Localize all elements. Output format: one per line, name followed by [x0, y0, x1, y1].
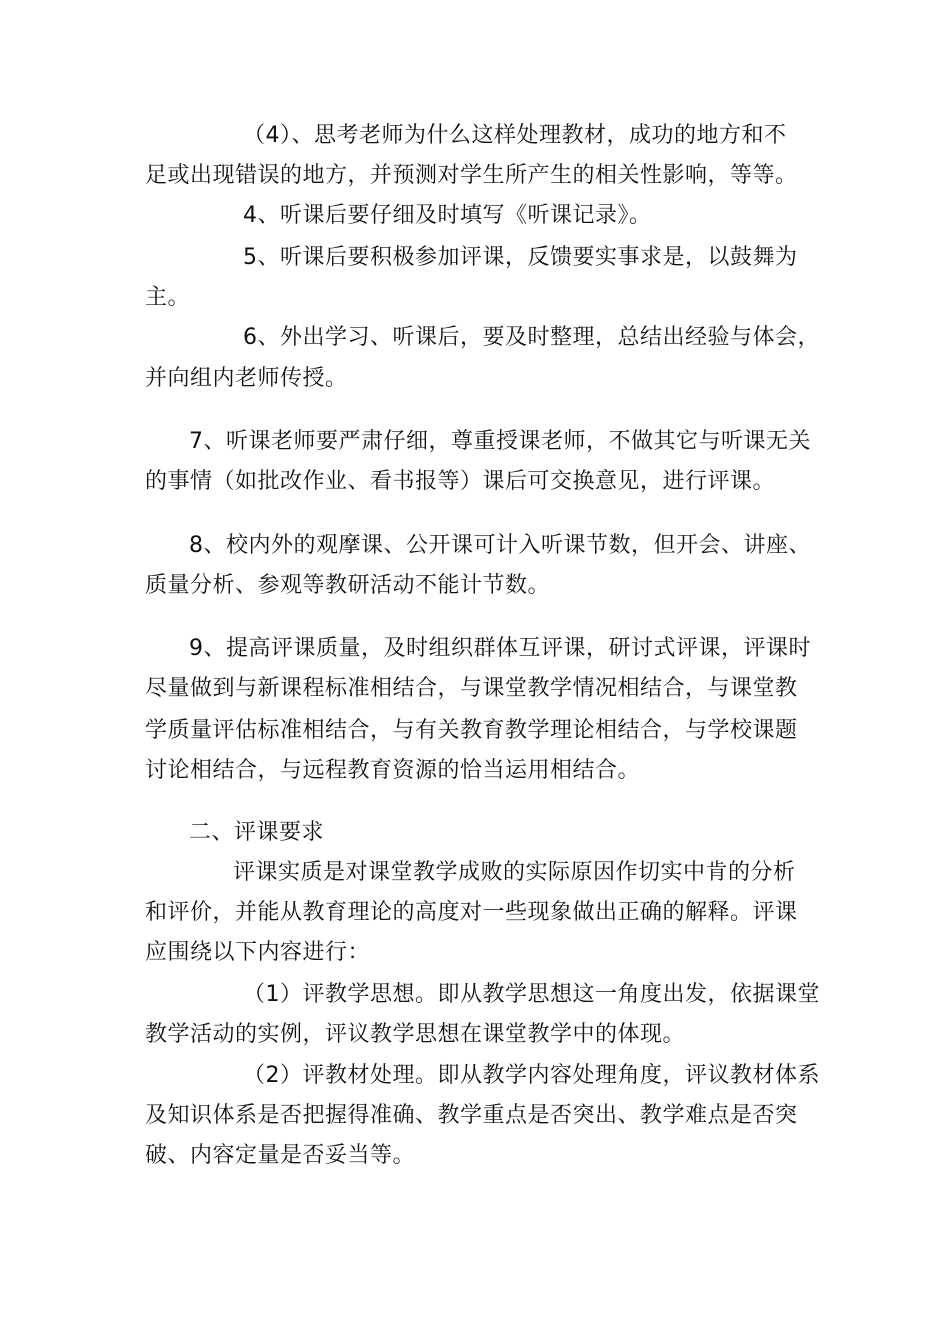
text-line: 5、听课后要积极参加评课，反馈要实事求是，以鼓舞为: [243, 245, 798, 270]
text-line: 质量分析、参观等教研活动不能计节数。: [145, 573, 551, 598]
text-line: 应围绕以下内容进行：: [145, 940, 371, 965]
text-line: 学质量评估标准相结合，与有关教育教学理论相结合，与学校课题: [145, 718, 798, 743]
text-line: 及知识体系是否把握得准确、教学重点是否突出、教学难点是否突: [145, 1103, 798, 1128]
text-line: 教学活动的实例，评议教学思想在课堂教学中的体现。: [145, 1022, 686, 1047]
text-line: 足或出现错误的地方，并预测对学生所产生的相关性影响，等等。: [145, 163, 798, 188]
text-line: 尽量做到与新课程标准相结合，与课堂教学情况相结合，与课堂教: [145, 676, 798, 701]
text-line: 和评价，并能从教育理论的高度对一些现象做出正确的解释。评课: [145, 900, 798, 925]
text-line: 的事情（如批改作业、看书报等）课后可交换意见，进行评课。: [145, 469, 776, 494]
text-line: 主。: [145, 285, 191, 310]
text-line: （1）评教学思想。即从教学思想这一角度出发，依据课堂: [243, 982, 820, 1007]
text-line: 并向组内老师传授。: [145, 366, 348, 391]
text-line: 9、提高评课质量，及时组织群体互评课，研讨式评课，评课时: [189, 636, 811, 661]
text-line: 评课实质是对课堂教学成败的实际原因作切实中肯的分析: [233, 860, 796, 885]
text-line: （2）评教材处理。即从教学内容处理角度，评议教材体系: [243, 1063, 820, 1088]
text-line: 7、听课老师要严肃仔细，尊重授课老师，不做其它与听课无关: [189, 429, 811, 454]
section-heading: 二、评课要求: [189, 820, 325, 845]
text-line: 6、外出学习、听课后，要及时整理，总结出经验与体会，: [243, 325, 820, 350]
text-line: 破、内容定量是否妥当等。: [145, 1143, 416, 1168]
text-line: 8、校内外的观摩课、公开课可计入听课节数，但开会、讲座、: [189, 533, 811, 558]
text-line: 4、听课后要仔细及时填写《听课记录》。: [243, 203, 652, 228]
text-line: （4）、思考老师为什么这样处理教材，成功的地方和不: [243, 123, 787, 148]
text-line: 讨论相结合，与远程教育资源的恰当运用相结合。: [145, 758, 641, 783]
